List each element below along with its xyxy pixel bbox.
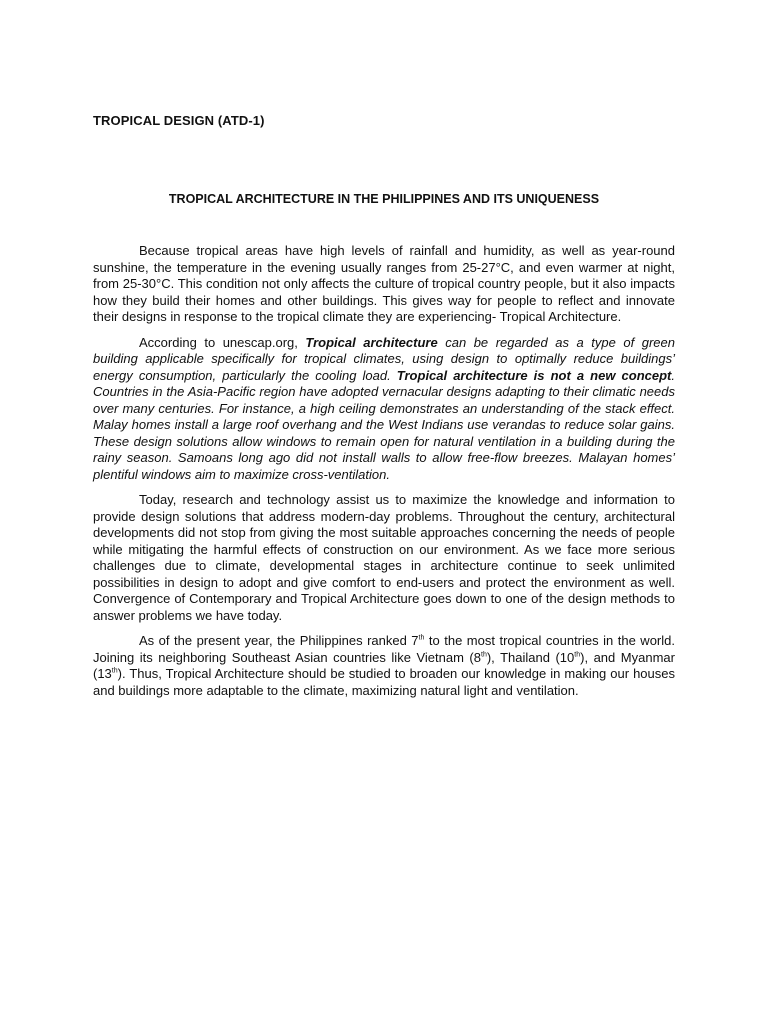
course-title: TROPICAL DESIGN (ATD-1) <box>93 113 265 128</box>
paragraph-3: Today, research and technology assist us to maximize the knowledge and information to provide design solutions that address modern-day problems. Throughout the century, architectural developments did not stop from giving the most suitable approaches concerning the needs of people while mitigating the harmful effects of construction on our environment. As we face more serious challenges due to climate, developmental stages in architecture continue to seek unlimited possibilities in design to adopt and give comfort to end-users and protect the environment as well. Convergence of Contemporary and Tropical Architecture goes down to one of the design methods to answer problems we have today. <box>93 492 675 623</box>
paragraph-2-term: Tropical architecture <box>305 334 438 350</box>
ordinal-suffix: th <box>418 634 425 642</box>
paragraph-2 <box>93 335 675 484</box>
document-body <box>93 243 675 708</box>
paragraph-4 <box>93 633 675 699</box>
paragraph-1: Because tropical areas have high levels of rainfall and humidity, as well as year-round sunshine, the temperature in the evening usually ranges from 25-27°C, and even warmer at night, from 25-30°C. This condition not only affects the culture of tropical country people, but it also impacts how they build their homes and other buildings. This gives way for people to reflect and innovate their designs in response to the tropical climate they are experiencing- Tropical Architecture. <box>93 243 675 324</box>
ordinal-suffix: th <box>111 667 118 675</box>
paragraph-4-part2: to the most tropical countries in the world. Joining its neighboring Southeast Asian countries like Vietnam (8 <box>93 633 675 665</box>
document-heading: TROPICAL ARCHITECTURE IN THE PHILIPPINES AND ITS UNIQUENESS <box>168 192 600 206</box>
ordinal-suffix: th <box>574 651 581 659</box>
paragraph-2-lead: According to unescap.org, <box>139 334 306 350</box>
ordinal-suffix: th <box>481 651 487 659</box>
paragraph-4-part5: ). Thus, Tropical Architecture should be studied to broaden our knowledge in making our houses and buildings more adaptable to the climate, maximizing natural light and ventilation. <box>93 666 675 698</box>
paragraph-2-emphasis: Tropical architecture is not a new concept <box>396 367 672 383</box>
paragraph-4-part4: ), and Myanmar (13 <box>93 649 675 681</box>
paragraph-4-part3: ), Thailand (10 <box>486 649 575 665</box>
paragraph-4-part1: As of the present year, the Philippines ranked 7 <box>139 633 419 648</box>
paragraph-2-middle: can be regarded as a type of green building applicable specifically for tropical climates, using design to optimally reduce buildings’ energy consumption, particularly the cooling load. <box>93 334 675 383</box>
paragraph-2-rest: . Countries in the Asia-Pacific region have adopted vernacular designs adapting to their climatic needs over many centuries. For instance, a high ceiling demonstrates an understanding of the stack effect. Malay homes install a large roof overhang and the West Indians use verandas to reduce solar gains. These design solutions allow windows to remain open for natural ventilation in a building during the rainy season. Samoans long ago did not install walls to allow free-flow breezes. Malayan homes’ plentiful windows aim to maximize cross-ventilation. <box>93 367 675 482</box>
